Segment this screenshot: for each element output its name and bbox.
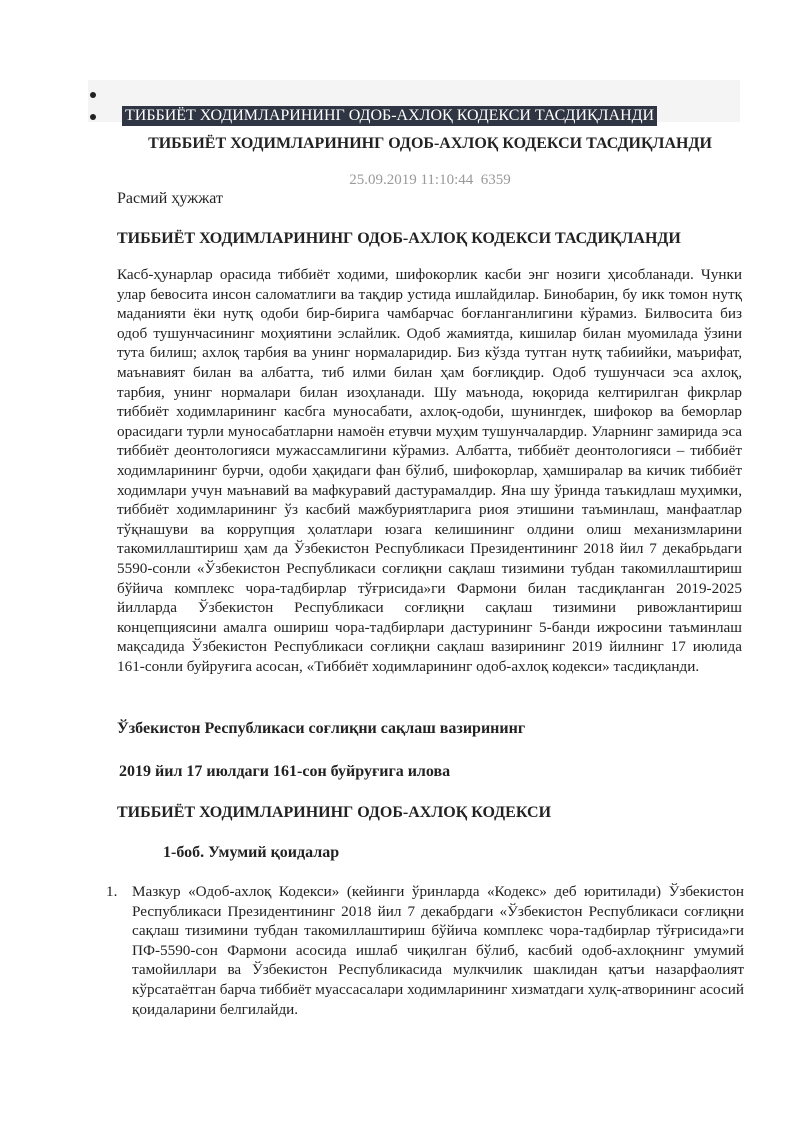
article-date: 25.09.2019 11:10:44 xyxy=(349,172,474,188)
article-meta xyxy=(0,172,800,189)
article-category: Расмий ҳужжат xyxy=(117,190,223,207)
appendix-line-2: 2019 йил 17 июлдаги 161-сон буйруғига илова xyxy=(119,763,451,780)
intro-paragraph: Касб-ҳунарлар орасида тиббиёт ходими, шифокорлик касби энг нозиги ҳисобланади. Чунки улар бевосита инсон саломатлиги ва тақдир устида ишлайдилар. Бинобарин, бу икк томон нутқ маданияти ёки нутқ одоби бир-бирига чамбарчас боғланганлигини кўрамиз. Билвосита биз одоб тушунчасининг моҳиятини эслайлик. Одоб жамиятда, кишилар билан муомилада ўзини тута билиш; ахлоқ тарбия ва унинг нормаларидир. Биз кўзда тутган нутқ табиийки, маърифат, маънавият билан ва албатта, тиб илми билан ҳам боғлиқдир. Одоб тушунчаси эса ахлоқ, тарбия, унинг нормалари билан изоҳланади. Шу маънода, юқорида келтирилган фикрлар тиббиёт ходимларининг касбга муносабати, ахлоқ-одоби, шунингдек, шифокор ва беморлар орасидаги турли муносабатларни намоён етувчи муҳим тушунчалардир. Уларнинг замирида эса тиббиёт деонтологияси мужассамлигини кўрамиз. Албатта, тиббиёт деонтологияси – тиббиёт ходимларининг бурчи, одоби ҳақидаги фан бўлиб, шифокорлар, ҳамширалар ва кичик тиббиёт ходимлари учун маънавий ва мафкуравий дастурамалдир. Яна шу ўринда таъкидлаш муҳимки, тиббиёт ходимларининг ўз касбий мажбуриятларига риоя этишини таъминлаш, манфаатлар тўқнашуви ва коррупция ҳолатлари юзага келишининг олдини олиш механизмларини такомиллаштириш ҳам да Ўзбекистон Республикаси Президентининг 2018 йил 7 декабрьдаги 5590-сонли «Ўзбекистон Республикаси соғлиқни сақлаш тизимини тубдан такомиллаштириш бўйича комплекс чора-тадбирлар тўғрисида»ги Фармони билан тасдиқланган 2019-2025 йилларда Ўзбекистон Республикаси соғлиқни сақлаш тизимини ривожлантириш концепциясини амалга ошириш чора-тадбирлари дастурининг 5-банди ижросини таъминлаш мақсадида Ўзбекистон Республикаси соғлиқни сақлаш вазирининг 2019 йилнинг 17 июлида 161-сонли буйруғига асосан, «Тиббиёт ходимларининг одоб-ахлоқ кодекси» тасдиқланди. xyxy=(117,266,742,675)
code-title: ТИББИЁТ ХОДИМЛАРИНИНГ ОДОБ-АХЛОҚ КОДЕКСИ xyxy=(117,804,552,821)
page-title: ТИББИЁТ ХОДИМЛАРИНИНГ ОДОБ-АХЛОҚ КОДЕКСИ ТАСДИҚЛАНДИ xyxy=(148,135,712,152)
view-count: 6359 xyxy=(480,172,511,188)
bullet-icon xyxy=(90,114,96,120)
list-item-number: 1. xyxy=(106,883,118,900)
article-subtitle: ТИББИЁТ ХОДИМЛАРИНИНГ ОДОБ-АХЛОҚ КОДЕКСИ ТАСДИҚЛАНДИ xyxy=(117,230,681,247)
list-item-text: Мазкур «Одоб-ахлоқ Кодекси» (кейинги ўринларда «Кодекс» деб юритилади) Ўзбекистон Республикаси Президентининг 2018 йил 7 декабрдаги «Ўзбекистон Республикаси соғлиқни сақлаш тизимини тубдан такомиллаштириш бўйича комплекс чора-тадбирлар тўғрисида»ги ПФ-5590-сон Фармони асосида ишлаб чиқилган бўлиб, касбий одоб-ахлоқнинг умумий тамойиллари ва Ўзбекистон Республикасида мулкчилик шаклидан қатъи назарфаолият кўрсатаётган барча тиббиёт муассасалари ходимларининг хизматдаги хулқ-атворининг асосий қоидаларини белгилайди. xyxy=(132,883,744,1018)
rules-list xyxy=(90,882,744,1019)
bullet-icon xyxy=(90,92,96,98)
list-item xyxy=(90,882,744,1019)
appendix-line-1: Ўзбекистон Республикаси соғлиқни сақлаш вазирининг xyxy=(117,720,526,737)
breadcrumb-current-title[interactable]: ТИББИЁТ ХОДИМЛАРИНИНГ ОДОБ-АХЛОҚ КОДЕКСИ ТАСДИҚЛАНДИ xyxy=(122,106,657,126)
chapter-title: 1-боб. Умумий қоидалар xyxy=(163,844,340,861)
